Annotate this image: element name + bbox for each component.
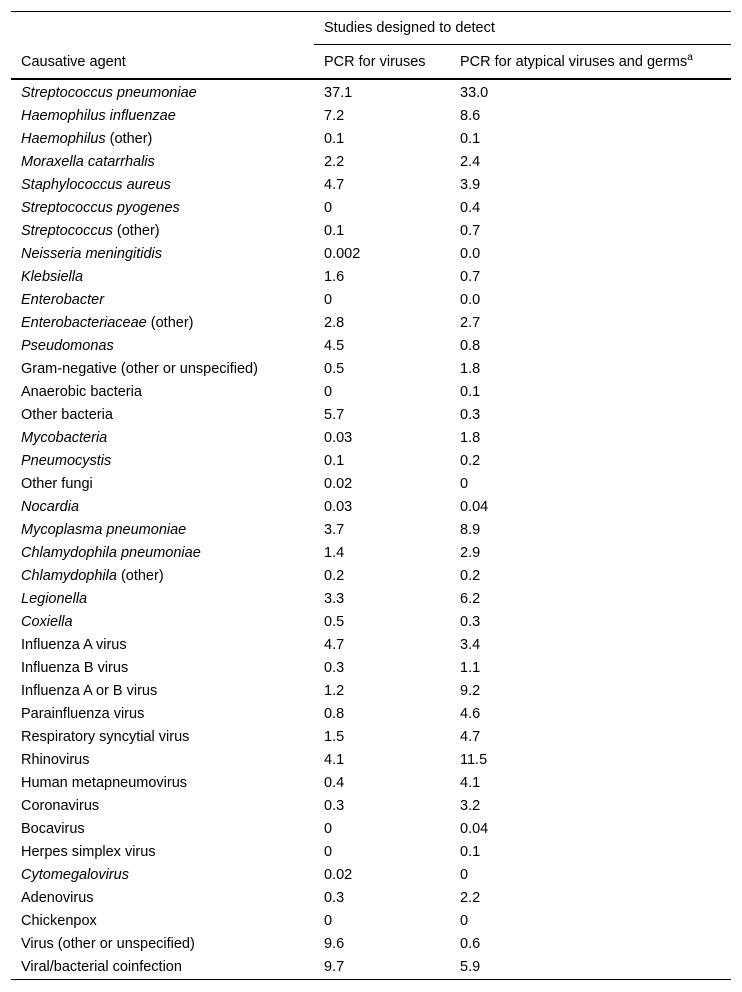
pcr-viruses-value: 0 — [324, 821, 333, 837]
agent-name-part: Coxiella — [21, 614, 73, 630]
agent-cell — [11, 634, 314, 657]
pcr-viruses-value: 7.2 — [324, 108, 345, 124]
agent-cell — [11, 565, 314, 588]
pcr-viruses-value: 0 — [324, 844, 333, 860]
pcr-atypical-value: 1.8 — [460, 361, 481, 377]
agent-name-part: Parainfluenza virus — [21, 706, 145, 722]
table-row — [11, 79, 731, 105]
agent-cell — [11, 289, 314, 312]
pcr-viruses-value: 9.7 — [314, 956, 450, 980]
agent-cell — [11, 795, 314, 818]
header-causative-agent-label: Causative agent — [21, 54, 126, 70]
agent-name-part: Other bacteria — [21, 407, 113, 423]
pcr-viruses-value: 0.5 — [324, 614, 345, 630]
agent-name-part: Cytomegalovirus — [21, 867, 129, 883]
pcr-viruses-value: 2.2 — [324, 154, 345, 170]
agent-name-part: Gram-negative (other or unspecified) — [21, 361, 258, 377]
table-row — [11, 864, 731, 887]
pcr-viruses-value: 0.1 — [324, 223, 345, 239]
causative-agent-table — [11, 11, 731, 980]
header-pcr-atypical: PCR for atypical viruses and germs$^a$ — [460, 51, 693, 70]
agent-cell — [11, 588, 314, 611]
agent-name-part: Haemophilus influenzae — [21, 108, 176, 124]
table-row — [11, 956, 731, 980]
pcr-viruses-value: 0.3 — [324, 660, 345, 676]
agent-cell — [11, 427, 314, 450]
pcr-viruses-value: 0.8 — [324, 706, 345, 722]
pcr-viruses-value: 1.5 — [324, 729, 345, 745]
group-header — [314, 12, 731, 45]
agent-name-part: Nocardia — [21, 499, 80, 515]
agent-name-part: Mycoplasma pneumoniae — [21, 522, 187, 538]
pcr-atypical-value: 1.1 — [460, 660, 481, 676]
table-row — [11, 657, 731, 680]
pcr-viruses-value: 4.7 — [324, 637, 345, 653]
header-pcr-viruses: PCR for viruses — [324, 53, 426, 70]
agent-cell — [11, 818, 314, 841]
agent-cell — [11, 243, 314, 266]
pcr-atypical-value: 0.04 — [460, 499, 489, 515]
agent-name-part: Other fungi — [21, 476, 93, 492]
agent-name-part: Adenovirus — [21, 890, 94, 906]
table-row — [11, 128, 731, 151]
agent-cell — [11, 726, 314, 749]
agent-cell — [11, 473, 314, 496]
table-row — [11, 473, 731, 496]
pcr-viruses-value: 0.03 — [324, 430, 353, 446]
pcr-atypical-value: 0.4 — [460, 200, 481, 216]
pcr-atypical-value: 2.7 — [460, 315, 481, 331]
pcr-atypical-value: 0.6 — [460, 936, 481, 952]
pcr-atypical-value: 0.3 — [460, 407, 481, 423]
agent-cell — [11, 358, 314, 381]
pcr-viruses-value: 0.3 — [324, 798, 345, 814]
pcr-viruses-value: 0.2 — [324, 568, 345, 584]
pcr-atypical-value: 2.9 — [460, 545, 481, 561]
agent-name-part: Streptococcus pyogenes — [21, 200, 180, 216]
table-row — [11, 335, 731, 358]
agent-cell — [11, 910, 314, 933]
pcr-atypical-value: 4.6 — [460, 706, 481, 722]
group-header-label: Studies designed to detect — [324, 20, 495, 36]
agent-name-part: Neisseria meningitidis — [21, 246, 163, 262]
table-row — [11, 772, 731, 795]
pcr-atypical-value: 5.9 — [450, 956, 731, 980]
agent-cell — [11, 404, 314, 427]
table-row — [11, 565, 731, 588]
pcr-viruses-value: 0.002 — [324, 246, 361, 262]
pcr-viruses-value: 0.3 — [324, 890, 345, 906]
pcr-viruses-value: 5.7 — [324, 407, 345, 423]
agent-name-part: Streptococcus pneumoniae — [21, 85, 197, 101]
pcr-viruses-value: 3.7 — [324, 522, 345, 538]
pcr-atypical-value: 0.1 — [460, 131, 481, 147]
table-row — [11, 243, 731, 266]
table-row — [11, 749, 731, 772]
pcr-atypical-value: 0.7 — [460, 223, 481, 239]
agent-name-part: Mycobacteria — [21, 430, 108, 446]
agent-name-part: Klebsiella — [21, 269, 84, 285]
agent-name-part: Streptococcus — [21, 223, 113, 239]
pcr-atypical-value: 3.2 — [460, 798, 481, 814]
table-row — [11, 588, 731, 611]
agent-name-part: Influenza A virus — [21, 637, 127, 653]
pcr-viruses-value: 4.1 — [324, 752, 345, 768]
pcr-atypical-value: 8.6 — [460, 108, 481, 124]
pcr-atypical-value: 1.8 — [460, 430, 481, 446]
agent-cell — [11, 174, 314, 197]
agent-cell — [11, 611, 314, 634]
agent-name-part: Coronavirus — [21, 798, 100, 814]
pcr-atypical-value: 0.7 — [460, 269, 481, 285]
pcr-atypical-value: 0 — [460, 913, 469, 929]
agent-name-part: Viral/bacterial coinfection — [21, 959, 182, 975]
pcr-atypical-value: 3.9 — [460, 177, 481, 193]
table-row — [11, 105, 731, 128]
agent-cell — [11, 887, 314, 910]
agent-name-part: (other) — [112, 223, 160, 239]
table-row — [11, 358, 731, 381]
pcr-viruses-value: 0.02 — [324, 476, 353, 492]
pcr-viruses-value: 0.4 — [324, 775, 345, 791]
pcr-atypical-value: 2.4 — [460, 154, 481, 170]
pcr-atypical-value: 4.7 — [460, 729, 481, 745]
agent-name-part: Pseudomonas — [21, 338, 114, 354]
pcr-viruses-value: 1.4 — [324, 545, 345, 561]
agent-name-part: Chlamydophila — [21, 568, 117, 584]
agent-cell — [11, 933, 314, 956]
agent-name-part: Anaerobic bacteria — [21, 384, 142, 400]
pcr-atypical-value: 0.0 — [460, 246, 481, 262]
pcr-viruses-value: 4.7 — [324, 177, 345, 193]
pcr-atypical-value: 0.2 — [460, 568, 481, 584]
table-row — [11, 887, 731, 910]
agent-cell — [11, 519, 314, 542]
pcr-viruses-value: 0.02 — [324, 867, 353, 883]
pcr-viruses-value: 2.8 — [324, 315, 345, 331]
pcr-atypical-value: 11.5 — [460, 752, 488, 768]
pcr-atypical-value: 0.1 — [460, 384, 481, 400]
pcr-viruses-value: 0.5 — [324, 361, 345, 377]
table-row — [11, 151, 731, 174]
table-row — [11, 519, 731, 542]
table-row — [11, 634, 731, 657]
table-row — [11, 795, 731, 818]
pcr-atypical-value: 4.1 — [460, 775, 481, 791]
agent-name-part: Chlamydophila pneumoniae — [21, 545, 201, 561]
table-row — [11, 933, 731, 956]
pcr-atypical-value: 2.2 — [460, 890, 481, 906]
agent-cell — [11, 312, 314, 335]
agent-cell — [11, 220, 314, 243]
agent-cell — [11, 151, 314, 174]
table-row — [11, 450, 731, 473]
table-row — [11, 496, 731, 519]
agent-cell — [11, 703, 314, 726]
agent-name-part: Herpes simplex virus — [21, 844, 156, 860]
pcr-viruses-value: 37.1 — [324, 85, 353, 101]
agent-cell — [11, 105, 314, 128]
agent-name-part: Haemophilus — [21, 131, 106, 147]
agent-cell — [11, 749, 314, 772]
pcr-atypical-value: 3.4 — [460, 637, 481, 653]
agent-name-part: Virus (other or unspecified) — [21, 936, 195, 952]
pcr-viruses-value: 1.2 — [324, 683, 345, 699]
table-row — [11, 910, 731, 933]
agent-cell — [11, 772, 314, 795]
table-row — [11, 841, 731, 864]
agent-cell — [11, 542, 314, 565]
agent-cell — [11, 450, 314, 473]
table-body — [11, 79, 731, 980]
pcr-atypical-value: 0.8 — [460, 338, 481, 354]
agent-cell — [11, 956, 314, 980]
agent-name-part: (other) — [116, 568, 164, 584]
agent-cell — [11, 128, 314, 151]
agent-name-part: Influenza A or B virus — [21, 683, 158, 699]
table-row — [11, 197, 731, 220]
agent-name-part: Pneumocystis — [21, 453, 112, 469]
agent-cell — [11, 79, 314, 105]
pcr-atypical-value: 0.1 — [460, 844, 481, 860]
table-row — [11, 220, 731, 243]
agent-cell — [11, 864, 314, 887]
table-row — [11, 289, 731, 312]
table-row — [11, 542, 731, 565]
pcr-viruses-value: 0.1 — [324, 131, 345, 147]
table-row — [11, 703, 731, 726]
pcr-atypical-value: 33.0 — [460, 85, 489, 101]
pcr-atypical-value: 8.9 — [460, 522, 481, 538]
footnote-mark: a — [687, 51, 693, 63]
agent-name-part: Enterobacteriaceae — [21, 315, 147, 331]
pcr-atypical-value: 0.3 — [460, 614, 481, 630]
agent-cell — [11, 197, 314, 220]
pcr-atypical-value: 0.0 — [460, 292, 481, 308]
pcr-atypical-value: 0.2 — [460, 453, 481, 469]
agent-cell — [11, 841, 314, 864]
agent-name-part: Enterobacter — [21, 292, 105, 308]
agent-cell — [11, 680, 314, 703]
agent-name-part: Influenza B virus — [21, 660, 129, 676]
agent-name-part: Rhinovirus — [21, 752, 90, 768]
pcr-viruses-value: 0 — [324, 200, 333, 216]
agent-name-part: Moraxella catarrhalis — [21, 154, 155, 170]
agent-name-part: (other) — [105, 131, 153, 147]
agent-cell — [11, 657, 314, 680]
table-row — [11, 404, 731, 427]
agent-cell — [11, 266, 314, 289]
agent-name-part: Legionella — [21, 591, 88, 607]
pcr-viruses-value: 0 — [324, 913, 333, 929]
table-row — [11, 381, 731, 404]
pcr-viruses-value: 0.1 — [324, 453, 345, 469]
agent-cell — [11, 335, 314, 358]
agent-cell — [11, 496, 314, 519]
header-causative-agent — [11, 12, 314, 79]
table-row — [11, 427, 731, 450]
pcr-viruses-value: 4.5 — [324, 338, 345, 354]
pcr-viruses-value: 3.3 — [324, 591, 345, 607]
table-row — [11, 266, 731, 289]
pcr-atypical-value: 0 — [460, 476, 469, 492]
agent-cell — [11, 381, 314, 404]
table-row — [11, 680, 731, 703]
table-row — [11, 818, 731, 841]
pcr-viruses-value: 0.03 — [324, 499, 353, 515]
pcr-atypical-value: 0.04 — [460, 821, 489, 837]
agent-name-part: Respiratory syncytial virus — [21, 729, 190, 745]
pcr-viruses-value: 0 — [324, 292, 333, 308]
table-row — [11, 174, 731, 197]
table-row — [11, 611, 731, 634]
pcr-atypical-value: 0 — [460, 867, 469, 883]
pcr-viruses-value: 9.6 — [324, 936, 345, 952]
pcr-viruses-value: 1.6 — [324, 269, 345, 285]
agent-name-part: Bocavirus — [21, 821, 85, 837]
pcr-viruses-value: 0 — [324, 384, 333, 400]
pcr-atypical-value: 9.2 — [460, 683, 481, 699]
table-row — [11, 312, 731, 335]
agent-name-part: Staphylococcus aureus — [21, 177, 171, 193]
agent-name-part: (other) — [146, 315, 194, 331]
agent-name-part: Chickenpox — [21, 913, 97, 929]
table-container — [11, 11, 731, 980]
pcr-atypical-value: 6.2 — [460, 591, 481, 607]
agent-name-part: Human metapneumovirus — [21, 775, 188, 791]
table-row — [11, 726, 731, 749]
